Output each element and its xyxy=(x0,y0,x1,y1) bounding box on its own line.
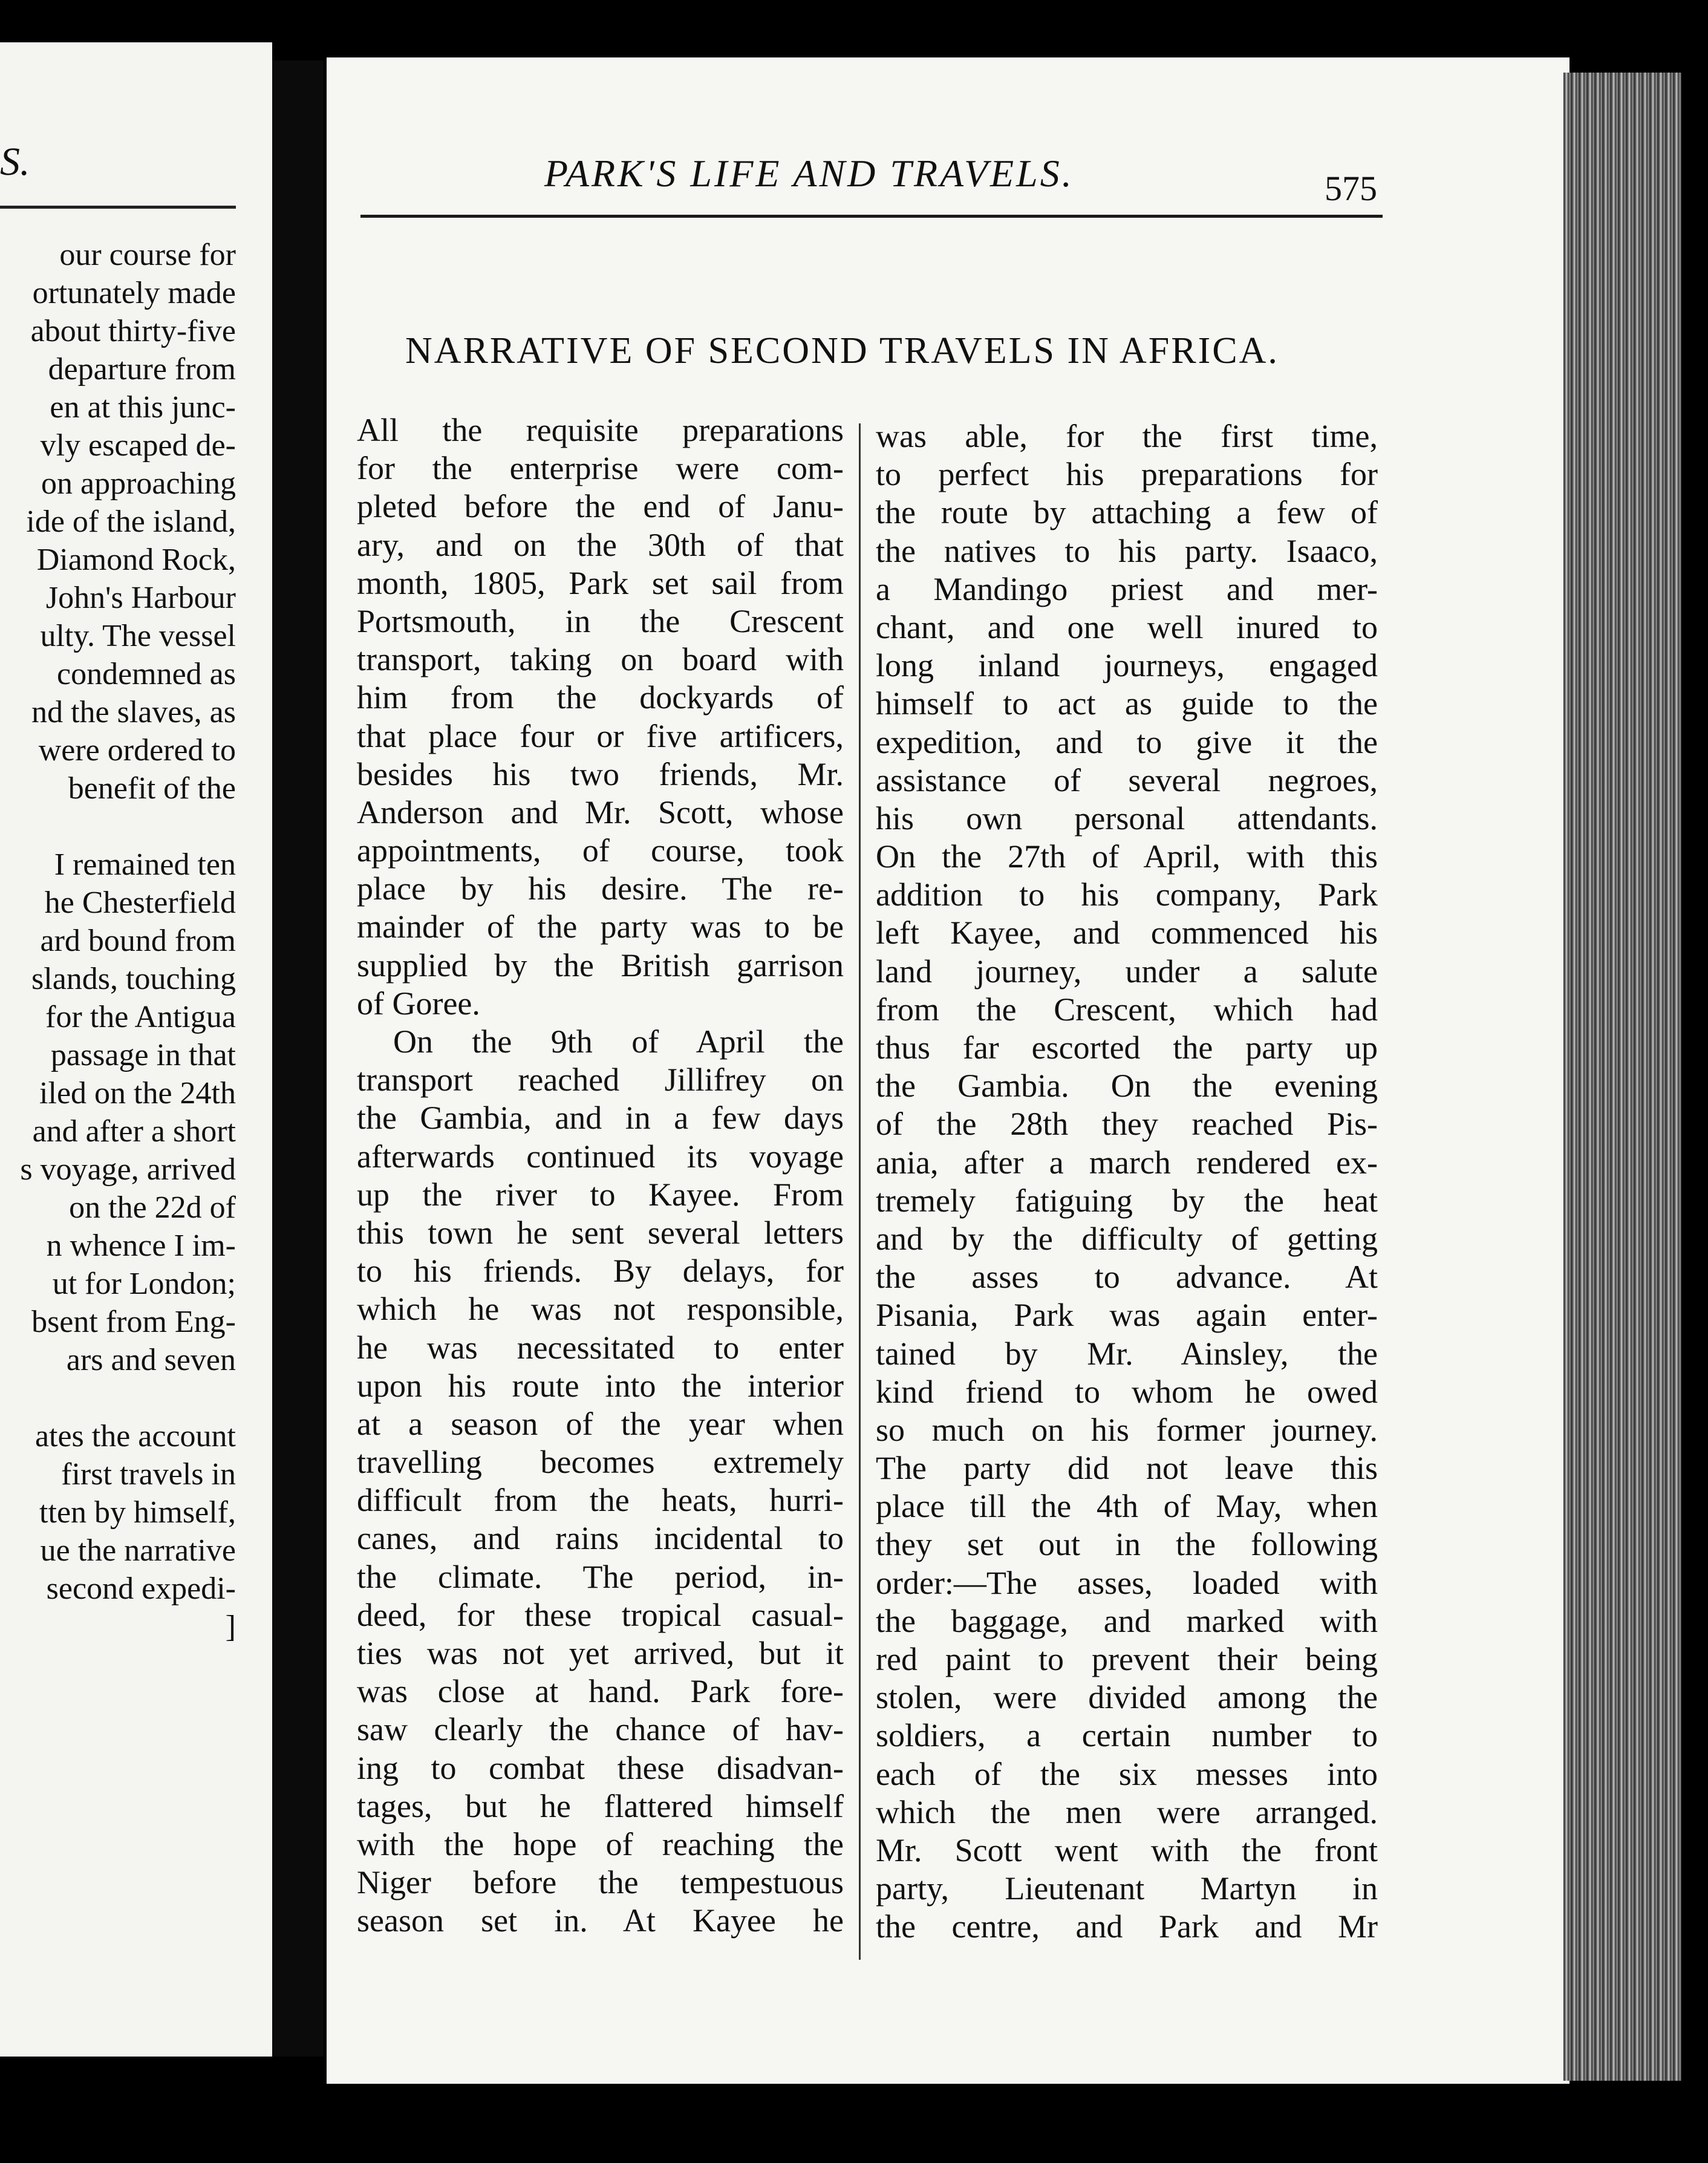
text-line: upon his route into the interior xyxy=(357,1367,844,1404)
text-line: tten by himself, xyxy=(39,1495,236,1530)
text-line: Portsmouth, in the Crescent xyxy=(357,602,844,639)
text-line: ut for London; xyxy=(52,1267,236,1301)
text-line: thus far escorted the party up xyxy=(876,1029,1378,1066)
text-line: s voyage, arrived xyxy=(20,1152,236,1187)
text-line: iled on the 24th xyxy=(39,1076,236,1111)
text-line: which the men were arranged. xyxy=(876,1793,1378,1830)
text-line: with the hope of reaching the xyxy=(357,1825,844,1862)
text-line xyxy=(0,1379,236,1417)
text-line: soldiers, a certain number to xyxy=(876,1717,1378,1754)
text-line: for the Antigua xyxy=(45,1000,236,1034)
text-line: so much on his former journey. xyxy=(876,1411,1378,1448)
text-line: mainder of the party was to be xyxy=(357,909,844,945)
text-line: long inland journeys, engaged xyxy=(876,647,1378,684)
text-line: was able, for the first time, xyxy=(876,418,1378,454)
text-line: deed, for these tropical casual- xyxy=(357,1596,844,1633)
text-line: ue the narrative xyxy=(40,1533,236,1568)
text-line: up the river to Kayee. From xyxy=(357,1176,844,1213)
text-line: on the 22d of xyxy=(69,1190,236,1225)
text-line: All the requisite preparations xyxy=(357,412,844,448)
text-line: ing to combat these disadvan- xyxy=(357,1749,844,1786)
text-line: tremely fatiguing by the heat xyxy=(876,1182,1378,1219)
text-line: red paint to prevent their being xyxy=(876,1641,1378,1677)
text-line: they set out in the following xyxy=(876,1526,1378,1563)
text-line: him from the dockyards of xyxy=(357,679,844,716)
text-line: tages, but he flattered himself xyxy=(357,1787,844,1824)
text-line: On the 27th of April, with this xyxy=(876,838,1378,875)
text-line: stolen, were divided among the xyxy=(876,1679,1378,1716)
text-line: condemned as xyxy=(56,657,236,691)
text-line: afterwards continued its voyage xyxy=(357,1138,844,1175)
text-line: was close at hand. Park fore- xyxy=(357,1673,844,1710)
text-line: about thirty-five xyxy=(30,314,236,348)
text-line: at a season of the year when xyxy=(357,1405,844,1442)
text-line: month, 1805, Park set sail from xyxy=(357,564,844,601)
text-line: ary, and on the 30th of that xyxy=(357,526,844,563)
text-line: transport, taking on board with xyxy=(357,641,844,678)
text-line: nd the slaves, as xyxy=(31,695,236,729)
text-line: saw clearly the chance of hav- xyxy=(357,1711,844,1748)
previous-page-running-head: S. xyxy=(0,140,30,184)
text-line: chant, and one well inured to xyxy=(876,608,1378,645)
text-line: land journey, under a salute xyxy=(876,953,1378,990)
text-line: n whence I im- xyxy=(46,1228,236,1263)
text-line: each of the six messes into xyxy=(876,1755,1378,1792)
text-line: addition to his company, Park xyxy=(876,876,1378,913)
text-line: and by the difficulty of getting xyxy=(876,1220,1378,1257)
text-line: passage in that xyxy=(50,1038,236,1072)
text-line: ] xyxy=(225,1610,236,1644)
text-line: Diamond Rock, xyxy=(36,543,236,577)
text-line: slands, touching xyxy=(31,962,236,996)
text-line: of Goree. xyxy=(357,985,480,1022)
text-line: Niger before the tempestuous xyxy=(357,1864,844,1901)
text-line: en at this junc- xyxy=(50,390,236,425)
right-column xyxy=(876,417,1378,1946)
text-line: the route by attaching a few of xyxy=(876,494,1378,531)
text-line: Anderson and Mr. Scott, whose xyxy=(357,794,844,830)
text-line: the climate. The period, in- xyxy=(357,1558,844,1595)
text-line: On the 9th of April the xyxy=(393,1023,844,1060)
text-line: the asses to advance. At xyxy=(876,1259,1378,1296)
text-line: the baggage, and marked with xyxy=(876,1602,1378,1639)
text-line: difficult from the heats, hurri- xyxy=(357,1482,844,1519)
text-line: from the Crescent, which had xyxy=(876,991,1378,1028)
text-line: I remained ten xyxy=(54,847,236,882)
text-line: appointments, of course, took xyxy=(357,832,844,869)
text-line: travelling becomes extremely xyxy=(357,1444,844,1481)
text-line: ulty. The vessel xyxy=(40,619,236,653)
text-line: to perfect his preparations for xyxy=(876,456,1378,493)
previous-page-head-rule xyxy=(0,206,236,209)
text-line: place till the 4th of May, when xyxy=(876,1488,1378,1525)
text-line: departure from xyxy=(48,352,236,387)
text-line: Mr. Scott went with the front xyxy=(876,1832,1378,1868)
text-line: for the enterprise were com- xyxy=(357,450,844,487)
text-line: he Chesterfield xyxy=(44,886,236,920)
text-line: himself to act as guide to the xyxy=(876,685,1378,722)
text-line xyxy=(0,807,236,846)
text-line: The party did not leave this xyxy=(876,1450,1378,1487)
text-line: ates the account xyxy=(34,1419,236,1453)
previous-page xyxy=(0,42,272,2057)
text-line: Pisania, Park was again enter- xyxy=(876,1297,1378,1334)
text-line: on approaching xyxy=(41,466,236,501)
text-line: his own personal attendants. xyxy=(876,800,1378,837)
text-line: ars and seven xyxy=(66,1343,236,1377)
text-line: assistance of several negroes, xyxy=(876,762,1378,798)
text-line: expedition, and to give it the xyxy=(876,723,1378,760)
text-line: that place four or five artificers, xyxy=(357,717,844,754)
book-gutter xyxy=(272,60,324,2057)
text-line: vly escaped de- xyxy=(40,428,236,463)
text-line: first travels in xyxy=(61,1457,236,1492)
header-rule xyxy=(360,215,1383,218)
text-line: and after a short xyxy=(32,1114,236,1149)
text-line: were ordered to xyxy=(38,733,236,768)
chapter-title: NARRATIVE OF SECOND TRAVELS IN AFRICA. xyxy=(405,330,1279,371)
page-edges xyxy=(1563,73,1681,2081)
text-line: benefit of the xyxy=(68,771,236,806)
text-line: besides his two friends, Mr. xyxy=(357,755,844,792)
text-line: of the 28th they reached Pis- xyxy=(876,1106,1378,1143)
left-column xyxy=(357,411,844,1940)
text-line: our course for xyxy=(59,238,236,272)
text-line: which he was not responsible, xyxy=(357,1291,844,1328)
page-number: 575 xyxy=(1325,169,1377,208)
text-line: to his friends. By delays, for xyxy=(357,1253,844,1290)
column-rule xyxy=(859,423,861,1960)
text-line: party, Lieutenant Martyn in xyxy=(876,1870,1378,1907)
text-line: canes, and rains incidental to xyxy=(357,1520,844,1557)
text-line: pleted before the end of Janu- xyxy=(357,488,844,525)
text-line: ard bound from xyxy=(40,924,236,958)
text-line: ortunately made xyxy=(32,276,236,310)
text-line: supplied by the British garrison xyxy=(357,947,844,984)
text-line: the Gambia, and in a few days xyxy=(357,1100,844,1137)
text-line: left Kayee, and commenced his xyxy=(876,915,1378,951)
text-line: ties was not yet arrived, but it xyxy=(357,1635,844,1671)
text-line: John's Harbour xyxy=(45,581,236,615)
previous-page-text xyxy=(0,236,236,1646)
text-line: the natives to his party. Isaaco, xyxy=(876,532,1378,569)
text-line: the centre, and Park and Mr xyxy=(876,1908,1378,1945)
text-line: place by his desire. The re- xyxy=(357,870,844,907)
text-line: season set in. At Kayee he xyxy=(357,1902,844,1939)
running-head: PARK'S LIFE AND TRAVELS. xyxy=(544,152,1074,195)
text-line: transport reached Jillifrey on xyxy=(357,1062,844,1098)
text-line: tained by Mr. Ainsley, the xyxy=(876,1335,1378,1372)
text-line: order:—The asses, loaded with xyxy=(876,1564,1378,1601)
text-line: kind friend to whom he owed xyxy=(876,1373,1378,1410)
text-line: the Gambia. On the evening xyxy=(876,1068,1378,1104)
text-line: bsent from Eng- xyxy=(31,1305,236,1339)
text-line: he was necessitated to enter xyxy=(357,1329,844,1366)
text-line: ide of the island, xyxy=(26,504,236,539)
text-line: ania, after a march rendered ex- xyxy=(876,1144,1378,1181)
text-line: second expedi- xyxy=(46,1571,236,1606)
text-line: this town he sent several letters xyxy=(357,1214,844,1251)
text-line: a Mandingo priest and mer- xyxy=(876,570,1378,607)
